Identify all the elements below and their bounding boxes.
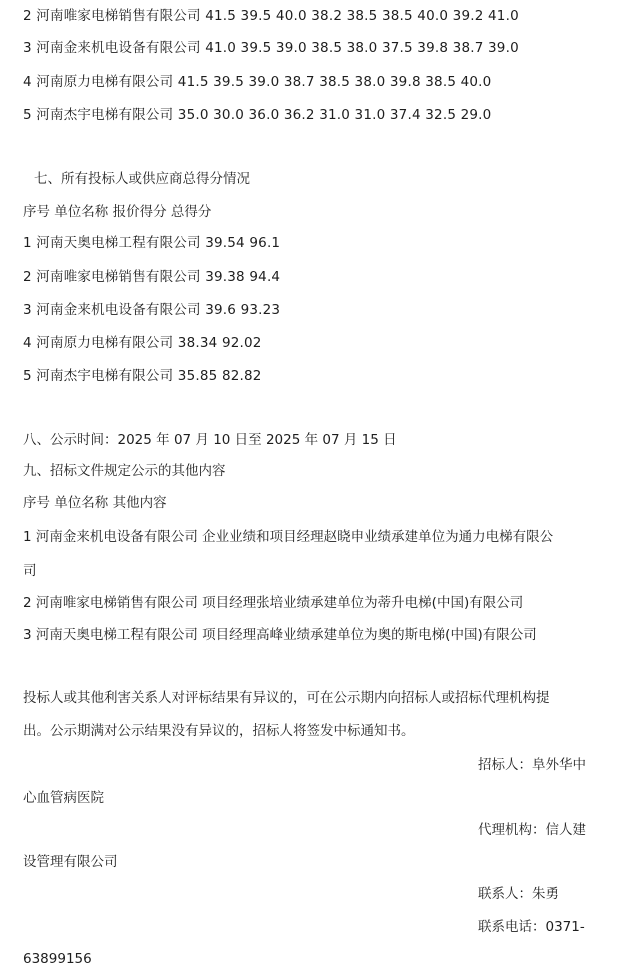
total-score-row — [23, 301, 280, 319]
contact-person: 联系人：朱勇 — [478, 886, 559, 902]
company-name: 河南原力电梯有限公司 — [36, 74, 174, 90]
section-heading-total-scores: 七、所有投标人或供应商总得分情况 — [34, 171, 250, 187]
total-score-row — [23, 367, 262, 385]
price-score: 39.38 — [205, 269, 245, 285]
score-values: 41.5 39.5 39.0 38.7 38.5 38.0 39.8 38.5 40.0 — [177, 74, 492, 90]
tenderer-label: 招标人：阜外华中 — [478, 757, 586, 773]
agency-name-cont: 设管理有限公司 — [23, 854, 118, 870]
score-row — [23, 7, 519, 25]
price-score: 38.34 — [177, 335, 218, 351]
price-score: 39.6 — [205, 302, 237, 318]
company-name: 河南唯家电梯销售有限公司 — [36, 269, 201, 285]
other-content-row-continued: 司 — [23, 563, 37, 579]
total-score: 92.02 — [221, 335, 262, 351]
score-values: 35.0 30.0 36.0 36.2 31.0 31.0 37.4 32.5 29.0 — [177, 107, 492, 123]
row-number: 2 — [23, 8, 32, 24]
price-score: 39.54 — [205, 235, 245, 251]
row-number: 5 — [23, 368, 32, 384]
other-content-row: 1 河南金来机电设备有限公司 企业业绩和项目经理赵晓申业绩承建单位为通力电梯有限公 — [23, 529, 554, 545]
objection-notice-line1: 投标人或其他利害关系人对评标结果有异议的，可在公示期内向招标人或招标代理机构提 — [23, 690, 550, 706]
score-row — [23, 39, 519, 57]
other-content-row: 3 河南天奥电梯工程有限公司 项目经理高峰业绩承建单位为奥的斯电梯(中国)有限公司 — [23, 627, 537, 643]
table-header: 序号 单位名称 报价得分 总得分 — [23, 204, 212, 220]
company-name: 河南杰宇电梯有限公司 — [36, 368, 174, 384]
row-number: 5 — [23, 107, 32, 123]
total-score: 93.23 — [240, 302, 281, 318]
row-number: 3 — [23, 40, 32, 56]
company-name: 河南原力电梯有限公司 — [36, 335, 174, 351]
total-score: 82.82 — [221, 368, 262, 384]
total-score: 96.1 — [249, 235, 281, 251]
company-name: 河南金来机电设备有限公司 — [36, 40, 201, 56]
objection-notice-line2: 出。公示期满对公示结果没有异议的，招标人将签发中标通知书。 — [23, 723, 415, 739]
score-row — [23, 106, 491, 124]
company-name: 河南金来机电设备有限公司 — [36, 302, 201, 318]
other-content-row: 2 河南唯家电梯销售有限公司 项目经理张培业绩承建单位为蒂升电梯(中国)有限公司 — [23, 595, 524, 611]
row-number: 4 — [23, 74, 32, 90]
contact-phone-label: 联系电话：0371- — [478, 919, 585, 935]
score-row — [23, 73, 491, 91]
total-score-row — [23, 234, 280, 252]
company-name: 河南天奥电梯工程有限公司 — [36, 235, 201, 251]
total-score-row — [23, 268, 280, 286]
contact-phone-cont: 63899156 — [23, 951, 92, 967]
section-heading-other-content: 九、招标文件规定公示的其他内容 — [23, 463, 226, 479]
row-number: 2 — [23, 269, 32, 285]
company-name: 河南唯家电梯销售有限公司 — [36, 8, 201, 24]
price-score: 35.85 — [177, 368, 218, 384]
agency-label: 代理机构：信人建 — [478, 822, 586, 838]
score-values: 41.0 39.5 39.0 38.5 38.0 37.5 39.8 38.7 39.0 — [205, 40, 519, 56]
score-values: 41.5 39.5 40.0 38.2 38.5 38.5 40.0 39.2 41.0 — [205, 8, 519, 24]
tenderer-name-cont: 心血管病医院 — [23, 790, 104, 806]
row-number: 4 — [23, 335, 32, 351]
row-number: 1 — [23, 235, 32, 251]
company-name: 河南杰宇电梯有限公司 — [36, 107, 174, 123]
row-number: 3 — [23, 302, 32, 318]
total-score-row — [23, 334, 262, 352]
publicity-period: 八、公示时间：2025 年 07 月 10 日至 2025 年 07 月 15 日 — [23, 432, 397, 448]
total-score: 94.4 — [249, 269, 281, 285]
table-header: 序号 单位名称 其他内容 — [23, 495, 167, 511]
